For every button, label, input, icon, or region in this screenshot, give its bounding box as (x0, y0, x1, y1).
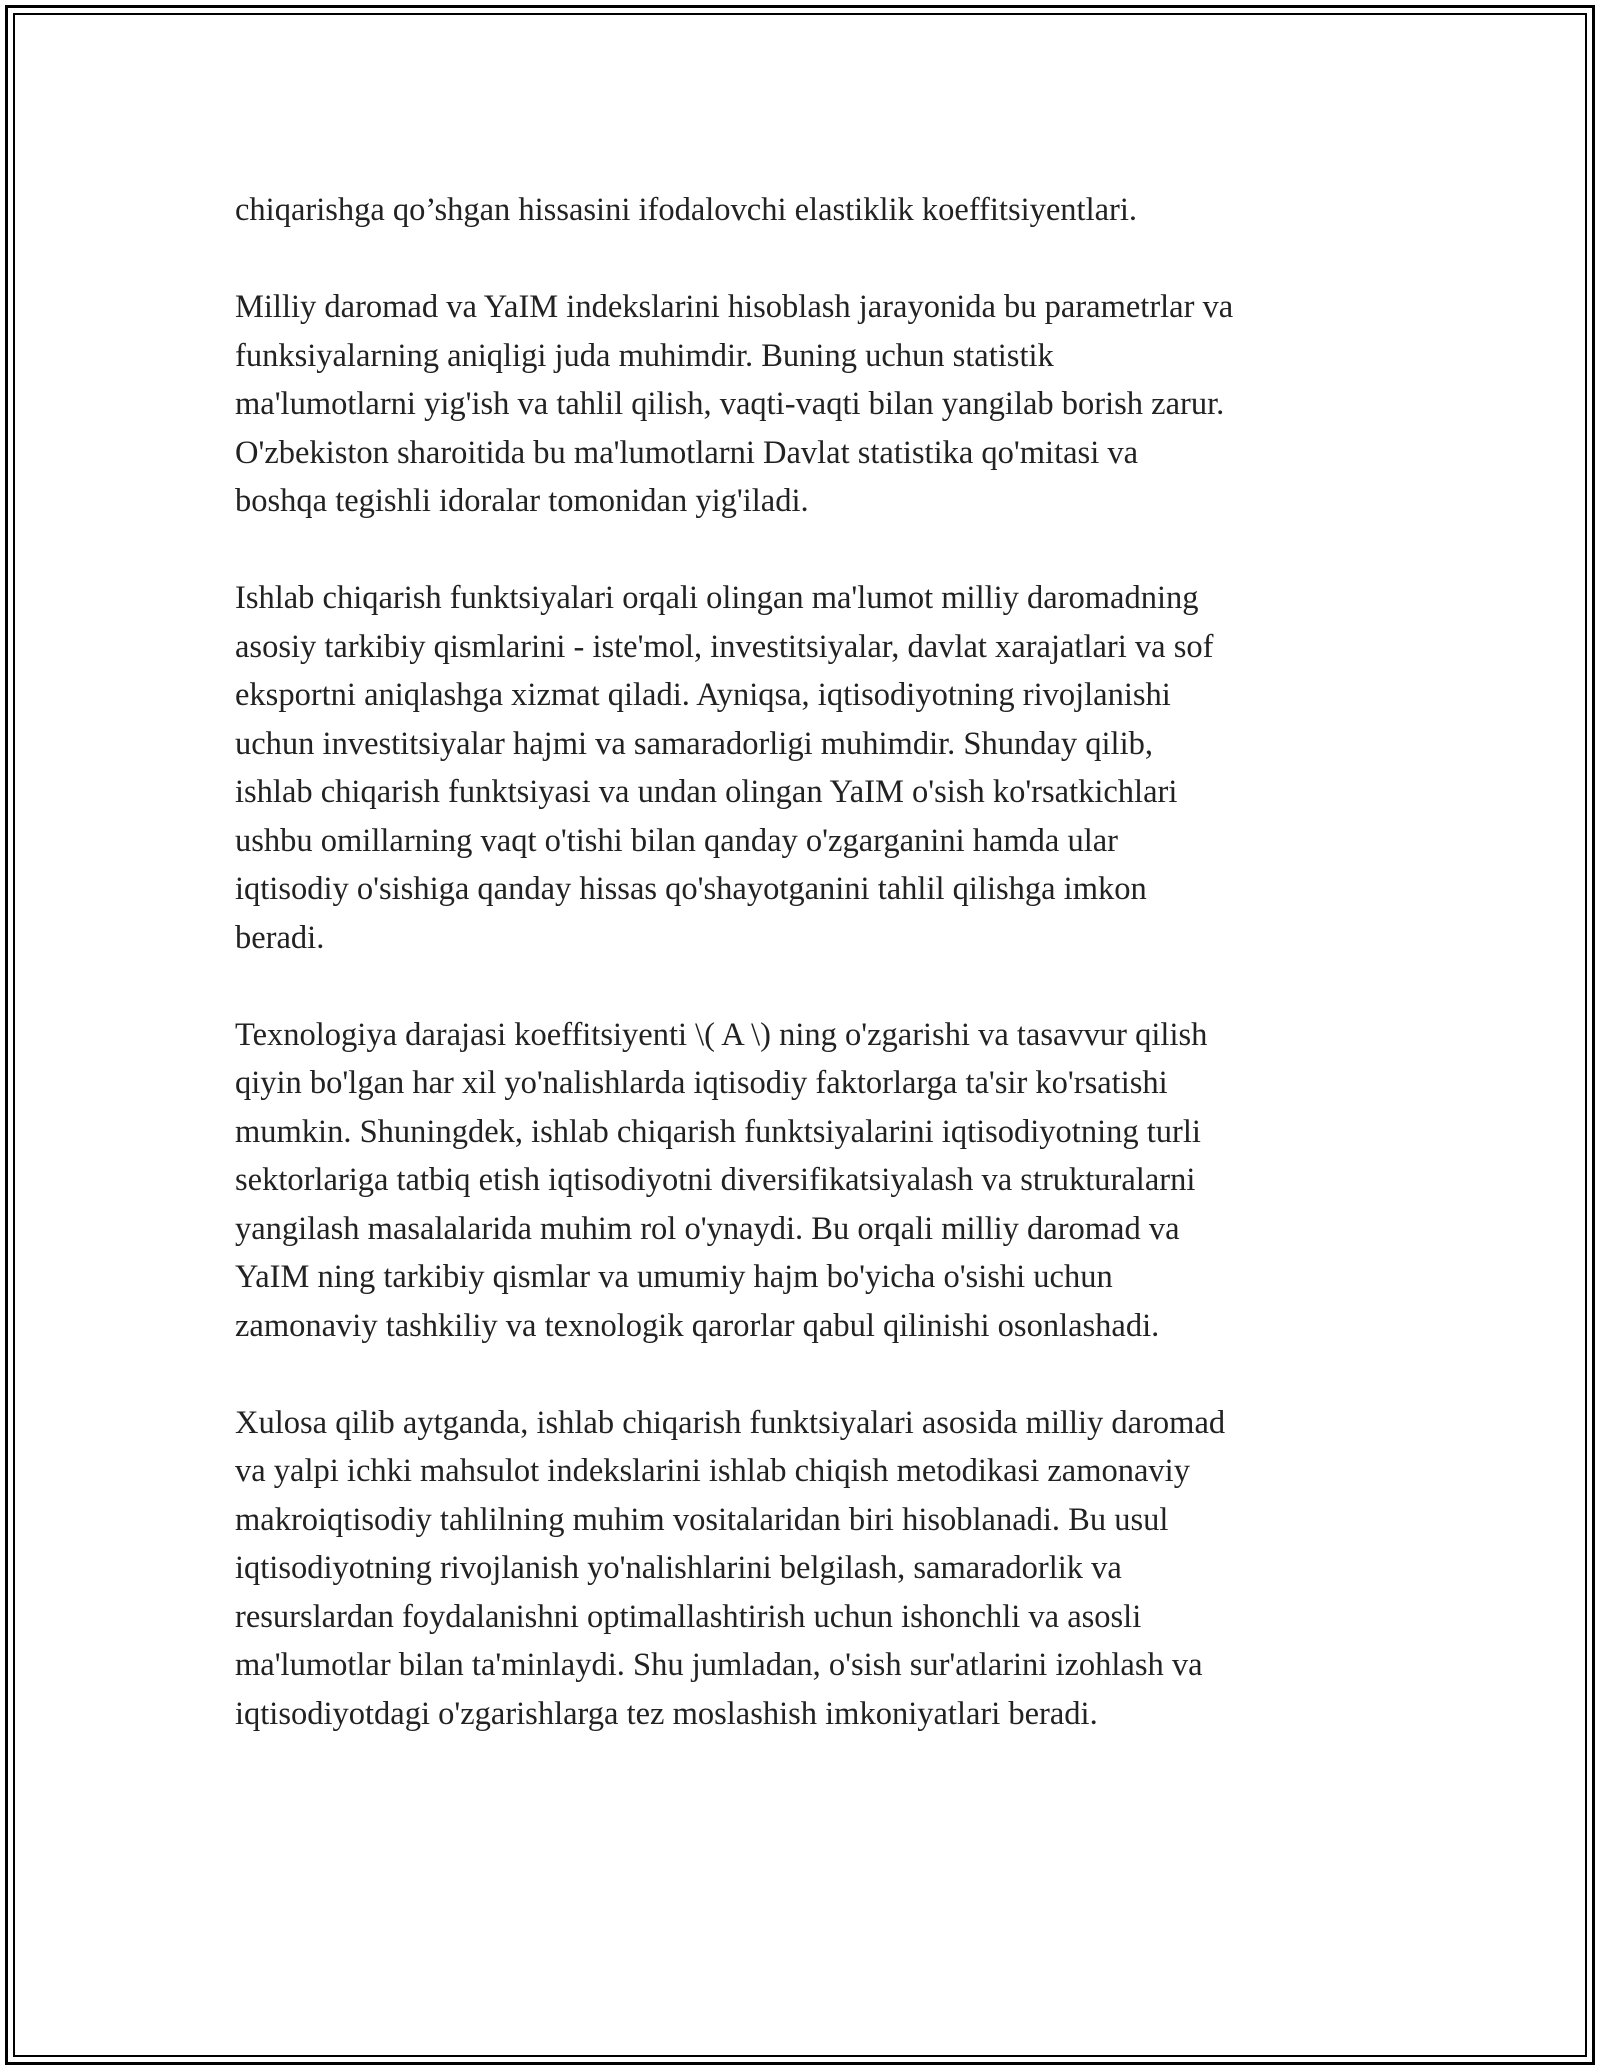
document-body (235, 186, 1395, 1738)
paragraph-3: Ishlab chiqarish funktsiyalari orqali olingan ma'lumot milliy daromadning asosiy tarkibiy qismlarini - iste'mol, investitsiyalar, davlat xarajatlari va sof eksportni aniqlashga xizmat qiladi. Ayniqsa, iqtisodiyotning rivojlanishi uchun investitsiyalar hajmi va samaradorligi muhimdir. Shunday qilib, ishlab chiqarish funktsiyasi va undan olingan YaIM o'sish ko'rsatkichlari ushbu omillarning vaqt o'tishi bilan qanday o'zgarganini hamda ular iqtisodiy o'sishiga qanday hissas qo'shayotganini tahlil qilishga imkon beradi. (235, 580, 1214, 956)
paragraph-5: Xulosa qilib aytganda, ishlab chiqarish funktsiyalari asosida milliy daromad va yalpi ichki mahsulot indekslarini ishlab chiqish metodikasi zamonaviy makroiqtisodiy tahlilning muhim vositalaridan biri hisoblanadi. Bu usul iqtisodiyotning rivojlanish yo'nalishlarini belgilash, samaradorlik va resurslardan foydalanishni optimallashtirish uchun ishonchli va asosli ma'lumotlar bilan ta'minlaydi. Shu jumladan, o'sish sur'atlarini izohlash va iqtisodiyotdagi o'zgarishlarga tez moslashish imkoniyatlari beradi. (235, 1404, 1226, 1732)
paragraph-2: Milliy daromad va YaIM indekslarini hisoblash jarayonida bu parametrlar va funksiyalarning aniqligi juda muhimdir. Buning uchun statistik ma'lumotlarni yig'ish va tahlil qilish, vaqti-vaqti bilan yangilab borish zarur. O'zbekiston sharoitida bu ma'lumotlarni Davlat statistika qo'mitasi va boshqa tegishli idoralar tomonidan yig'iladi. (235, 289, 1234, 519)
paragraph-4: Texnologiya darajasi koeffitsiyenti \( A \) ning o'zgarishi va tasavvur qilish qiyin bo'lgan har xil yo'nalishlarda iqtisodiy faktorlarga ta'sir ko'rsatishi mumkin. Shuningdek, ishlab chiqarish funktsiyalarini iqtisodiyotning turli sektorlariga tatbiq etish iqtisodiyotni diversifikatsiyalash va strukturalarni yangilash masalalarida muhim rol o'ynaydi. Bu orqali milliy daromad va YaIM ning tarkibiy qismlar va umumiy hajm bo'yicha o'sishi uchun zamonaviy tashkiliy va texnologik qarorlar qabul qilinishi osonlashadi. (235, 1016, 1208, 1344)
paragraph-1: chiqarishga qo’shgan hissasini ifodalovchi elastiklik koeffitsiyentlari. (235, 192, 1138, 228)
